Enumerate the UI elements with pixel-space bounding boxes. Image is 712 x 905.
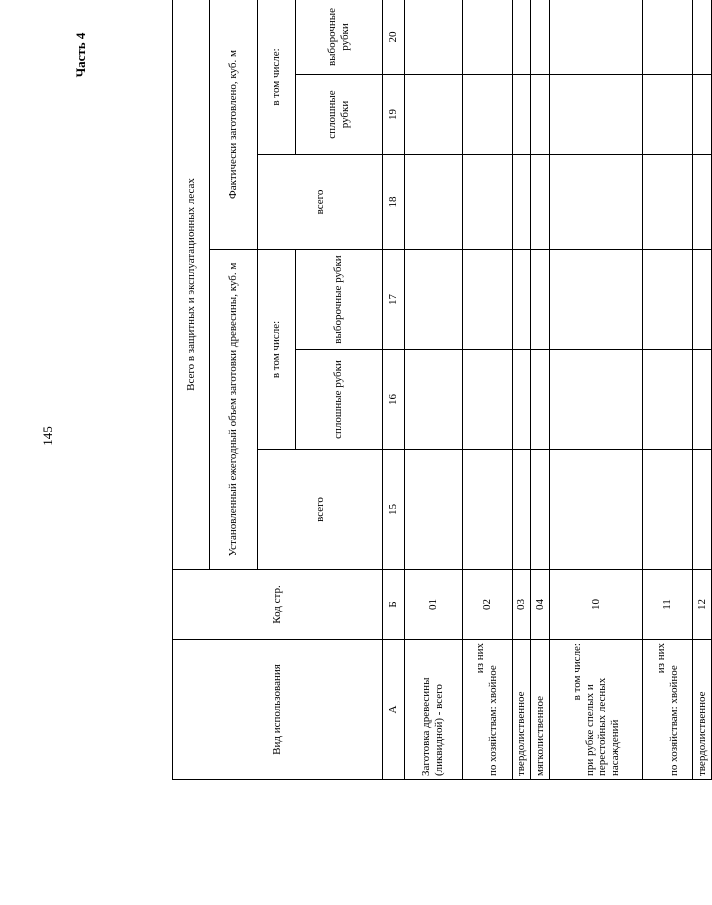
row-label: твердолиственное [512,640,531,780]
table-row [643,0,693,780]
row-name: при рубке спелых и перестойных лесных насаждений [583,677,621,776]
cell-20[interactable] [404,0,462,75]
row-prefix: в том числе: [570,643,583,701]
colnum-17: 17 [382,250,404,350]
cell-17[interactable] [462,250,512,350]
cell-19[interactable] [512,75,531,155]
cell-18[interactable] [531,155,550,250]
cell-20[interactable] [693,0,712,75]
cell-16[interactable] [531,350,550,450]
cell-15[interactable] [404,450,462,570]
cell-19[interactable] [531,75,550,155]
cell-15[interactable] [549,450,642,570]
row-label: твердолиственное [693,640,712,780]
row-name: по хозяйствам: хвойное [667,665,680,776]
harvest-table [172,0,712,780]
table-row [693,0,712,780]
header-type: Вид использования [173,640,383,780]
cell-18[interactable] [462,155,512,250]
header-established-total: всего [258,450,383,570]
row-prefix: из них [655,643,668,674]
cell-15[interactable] [693,450,712,570]
row-label: мягколиственное [531,640,550,780]
cell-17[interactable] [404,250,462,350]
cell-17[interactable] [512,250,531,350]
cell-15[interactable] [462,450,512,570]
cell-15[interactable] [531,450,550,570]
colnum-18: 18 [382,155,404,250]
cell-15[interactable] [643,450,693,570]
cell-18[interactable] [643,155,693,250]
header-code: Код стр. [173,570,383,640]
row-label [643,640,693,780]
part-label: Часть 4 [73,32,88,78]
cell-19[interactable] [462,75,512,155]
cell-16[interactable] [549,350,642,450]
colnum-19: 19 [382,75,404,155]
colnum-a: А [382,640,404,780]
row-code: 10 [549,570,642,640]
cell-20[interactable] [462,0,512,75]
table-row [462,0,512,780]
row-name: по хозяйствам: хвойное [487,665,500,776]
header-actual-selective: выборочные рубки [295,0,382,75]
colnum-b: Б [382,570,404,640]
cell-16[interactable] [404,350,462,450]
table-row [404,0,462,780]
header-group-main: Всего в защитных и эксплуатационных лесах [173,0,210,570]
cell-15[interactable] [512,450,531,570]
table-row [531,0,550,780]
colnum-20: 20 [382,0,404,75]
cell-16[interactable] [643,350,693,450]
row-code: 03 [512,570,531,640]
cell-18[interactable] [693,155,712,250]
cell-17[interactable] [549,250,642,350]
rotated-table-wrapper [172,0,712,780]
row-code: 02 [462,570,512,640]
cell-16[interactable] [462,350,512,450]
cell-17[interactable] [531,250,550,350]
table-row [512,0,531,780]
cell-16[interactable] [693,350,712,450]
cell-20[interactable] [531,0,550,75]
colnum-16: 16 [382,350,404,450]
header-established-selective: выборочные рубки [295,250,382,350]
row-prefix: из них [474,643,487,674]
table-row [549,0,642,780]
cell-19[interactable] [643,75,693,155]
cell-18[interactable] [549,155,642,250]
header-actual-total: всего [258,155,383,250]
row-code: 01 [404,570,462,640]
header-established-clear: сплошные рубки [295,350,382,450]
header-established-including: в том числе: [258,250,295,450]
row-label [549,640,642,780]
header-group-actual: Фактически заготовлено, куб. м [210,0,258,250]
cell-18[interactable] [512,155,531,250]
header-group-established: Установленный ежегодный объем заготовки древесины, куб. м [210,250,258,570]
row-code: 11 [643,570,693,640]
cell-17[interactable] [643,250,693,350]
row-label [462,640,512,780]
cell-17[interactable] [693,250,712,350]
header-actual-clear: сплошные рубки [295,75,382,155]
cell-16[interactable] [512,350,531,450]
cell-20[interactable] [643,0,693,75]
cell-19[interactable] [549,75,642,155]
cell-19[interactable] [404,75,462,155]
page-number: 145 [40,426,55,446]
cell-20[interactable] [549,0,642,75]
row-code: 12 [693,570,712,640]
cell-20[interactable] [512,0,531,75]
row-label: Заготовка древесины (ликвидной) - всего [404,640,462,780]
header-actual-including: в том числе: [258,0,295,155]
cell-18[interactable] [404,155,462,250]
cell-19[interactable] [693,75,712,155]
row-code: 04 [531,570,550,640]
colnum-15: 15 [382,450,404,570]
